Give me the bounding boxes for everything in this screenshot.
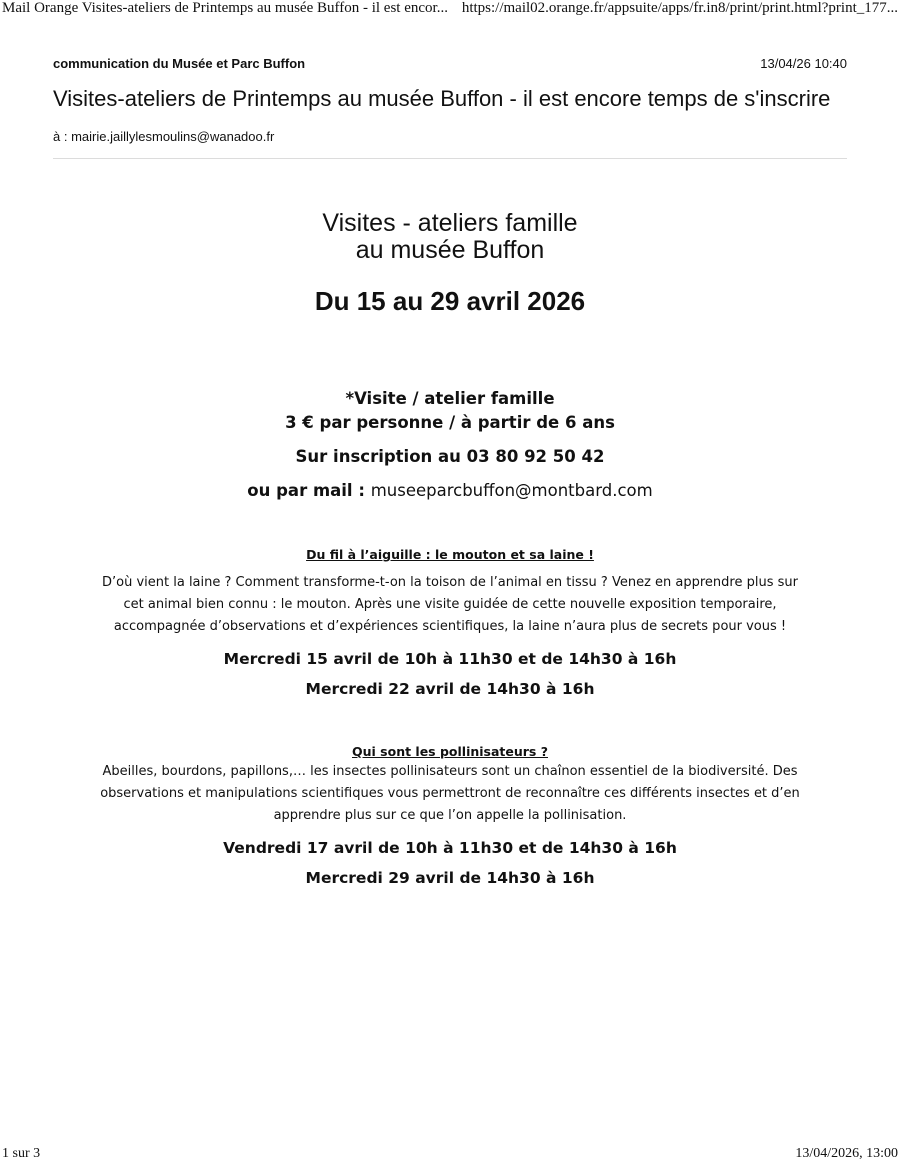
print-timestamp: 13/04/2026, 13:00 [795,1146,898,1161]
event-dates-title: Du 15 au 29 avril 2026 [314,286,586,316]
mail-sender: communication du Musée et Parc Buffon [53,56,306,71]
print-header [0,0,900,20]
mail-date: 13/04/26 10:40 [760,56,847,71]
inscription-phone: Sur inscription au 03 80 92 50 42 [295,447,605,466]
mail-header [53,56,847,159]
atelier-1-date-2: Mercredi 22 avril de 14h30 à 16h [305,680,595,698]
mail-body [53,210,847,887]
header-divider [53,158,847,159]
mail-recipient [53,129,847,144]
atelier-1-title: Du fil à l’aiguille : le mouton et sa laine ! [306,547,594,562]
print-footer [0,1146,900,1164]
recipient-address: mairie.jaillylesmoulins@wanadoo.fr [71,129,275,144]
intro-line-1: Visites - ateliers famille [322,209,578,237]
print-header-title: Mail Orange Visites-ateliers de Printemps au musée Buffon - il est encor... [2,0,448,16]
recipient-label: à : [53,129,72,144]
contact-email-link[interactable]: museeparcbuffon@montbard.com [370,481,653,500]
price-info: 3 € par personne / à partir de 6 ans [285,413,615,432]
page-counter: 1 sur 3 [2,1146,41,1161]
atelier-1-date-1: Mercredi 15 avril de 10h à 11h30 et de 14h30 à 16h [223,650,677,668]
atelier-2-date-2: Mercredi 29 avril de 14h30 à 16h [305,869,595,887]
atelier-2-description: Abeilles, bourdons, papillons,… les insectes pollinisateurs sont un chaînon essentiel de la biodiversité. Des observations et manipulations scientifiques vous permettront de reconnaître ces différents insectes et d’en apprendre plus sur ce que l’on appelle la pollinisation. [100,764,800,823]
inscription-mail [53,479,847,503]
info-block [53,387,847,503]
atelier-2-date-1: Vendredi 17 avril de 10h à 11h30 et de 14h30 à 16h [223,839,677,857]
mail-label: ou par mail : [247,481,371,500]
intro-title [53,210,847,264]
print-header-url: https://mail02.orange.fr/appsuite/apps/fr.in8/print/print.html?print_177... [461,0,898,16]
intro-line-2: au musée Buffon [355,236,545,264]
visite-label: *Visite / atelier famille [345,389,555,408]
atelier-1-description: D’où vient la laine ? Comment transforme-t-on la toison de l’animal en tissu ? Venez en apprendre plus sur cet animal bien connu : le mouton. Après une visite guidée de cette nouvelle exposition temporaire, accompagnée d’observations et d’expériences scientifiques, la laine n’aura plus de secrets pour vous ! [102,575,798,634]
atelier-2-title: Qui sont les pollinisateurs ? [352,744,548,759]
mail-subject: Visites-ateliers de Printemps au musée Buffon - il est encore temps de s'inscrire [53,86,831,111]
